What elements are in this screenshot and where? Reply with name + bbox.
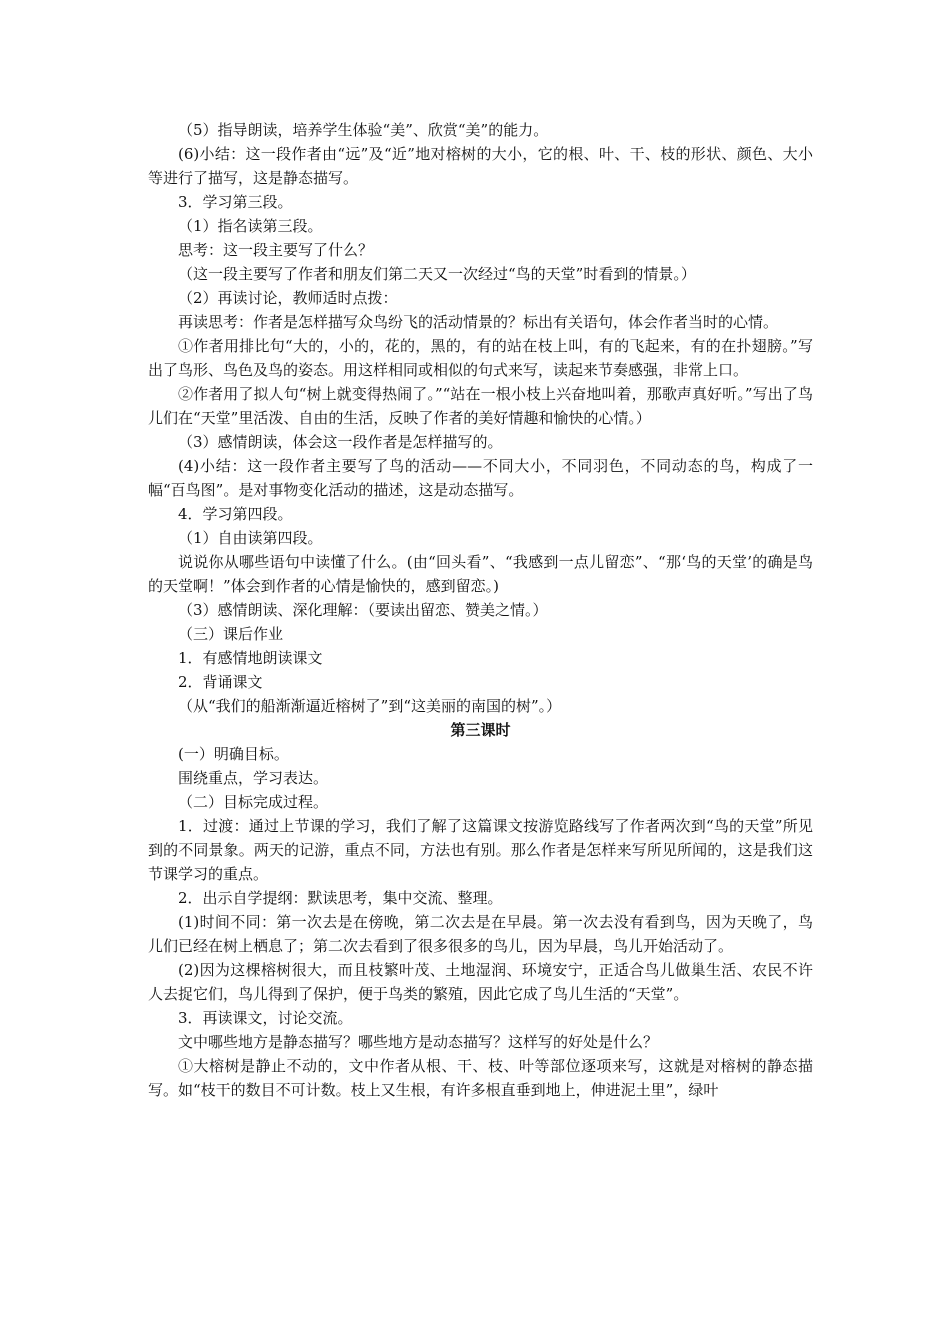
paragraph: ②作者用了拟人句“树上就变得热闹了。”“站在一根小枝上兴奋地叫着，那歌声真好听。”写出了鸟儿们在“天堂”里活泼、自由的生活，反映了作者的美好情趣和愉快的心情。） — [148, 385, 813, 427]
paragraph: (1)时间不同：第一次去是在傍晚，第二次去是在早晨。第一次去没有看到鸟，因为天晚了，鸟儿们已经在树上栖息了；第二次去看到了很多很多的鸟儿，因为早晨，鸟儿开始活动了。 — [148, 913, 813, 955]
paragraph: （5）指导朗读，培养学生体验“美”、欣赏“美”的能力。 — [178, 121, 549, 139]
paragraph: 思考：这一段主要写了什么？ — [178, 241, 374, 259]
paragraph: ①大榕树是静止不动的，文中作者从根、干、枝、叶等部位逐项来写，这就是对榕树的静态描写。如“枝干的数目不可计数。枝上又生根，有许多根直垂到地上，伸进泥土里”，绿叶 — [148, 1057, 813, 1099]
paragraph: 2．出示自学提纲：默读思考，集中交流、整理。 — [178, 889, 503, 907]
document-body — [148, 118, 813, 1102]
paragraph: （3）感情朗读，体会这一段作者是怎样描写的。 — [178, 433, 503, 451]
paragraph: （二）目标完成过程。 — [178, 793, 329, 811]
paragraph: （2）再读讨论，教师适时点拨： — [178, 289, 398, 307]
paragraph: 围绕重点，学习表达。 — [178, 769, 329, 787]
paragraph: (4)小结：这一段作者主要写了鸟的活动——不同大小，不同羽色，不同动态的鸟，构成了一幅“百鸟图”。是对事物变化活动的描述，这是动态描写。 — [148, 457, 813, 499]
paragraph: 1．过渡：通过上节课的学习，我们了解了这篇课文按游览路线写了作者两次到“鸟的天堂”所见到的不同景象。两天的记游，重点不同，方法也有别。那么作者是怎样来写所见所闻的，这是我们这节课学习的重点。 — [148, 817, 813, 883]
paragraph: （3）感情朗读、深化理解：（要读出留恋、赞美之情。） — [178, 601, 548, 619]
paragraph: 再读思考：作者是怎样描写众鸟纷飞的活动情景的？标出有关语句，体会作者当时的心情。 — [178, 313, 779, 331]
section-title: 第三课时 — [450, 721, 511, 739]
paragraph: （1）指名读第三段。 — [178, 217, 323, 235]
paragraph: 4．学习第四段。 — [178, 505, 293, 523]
paragraph: 文中哪些地方是静态描写？哪些地方是动态描写？这样写的好处是什么？ — [178, 1033, 659, 1051]
paragraph: （三）课后作业 — [178, 625, 284, 643]
paragraph: 3．学习第三段。 — [178, 193, 293, 211]
paragraph: （1）自由读第四段。 — [178, 529, 323, 547]
paragraph: (一）明确目标。 — [178, 745, 289, 763]
paragraph: 2．背诵课文 — [178, 673, 263, 691]
paragraph: 说说你从哪些语句中读懂了什么。(由“回头看”、“我感到一点儿留恋”、“那‘鸟的天堂’的确是鸟的天堂啊！”体会到作者的心情是愉快的，感到留恋。) — [148, 553, 813, 595]
paragraph: 3．再读课文，讨论交流。 — [178, 1009, 353, 1027]
paragraph: ①作者用排比句“大的，小的，花的，黑的，有的站在枝上叫，有的飞起来，有的在扑翅膀。”写出了鸟形、鸟色及鸟的姿态。用这样相同或相似的句式来写，读起来节奏感强，非常上口。 — [148, 337, 813, 379]
paragraph: 1．有感情地朗读课文 — [178, 649, 323, 667]
paragraph: （从“我们的船渐渐逼近榕树了”到“这美丽的南国的树”。） — [178, 697, 562, 715]
paragraph: (6)小结：这一段作者由“远”及“近”地对榕树的大小，它的根、叶、干、枝的形状、颜色、大小等进行了描写，这是静态描写。 — [148, 145, 813, 187]
paragraph: （这一段主要写了作者和朋友们第二天又一次经过“鸟的天堂”时看到的情景。） — [178, 265, 696, 283]
paragraph: (2)因为这棵榕树很大，而且枝繁叶茂、土地湿润、环境安宁，正适合鸟儿做巢生活、农民不许人去捉它们，鸟儿得到了保护，便于鸟类的繁殖，因此它成了鸟儿生活的“天堂”。 — [148, 961, 813, 1003]
